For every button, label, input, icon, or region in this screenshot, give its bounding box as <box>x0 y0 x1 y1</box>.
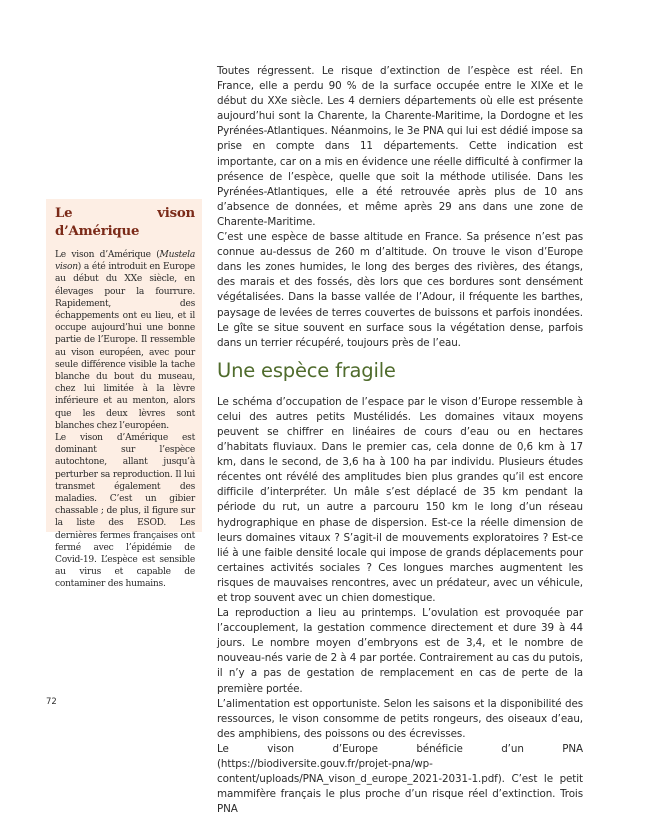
main-paragraph-3: Le schéma d’occupation de l’espace par le vison d’Europe ressemble à celui des autres petits Mustélidés. Les domaines vitaux moyens peuvent se chiffrer en linéaires de cours d’eau ou en hectares d’habitats fluviaux. Dans le premier cas, cela donne de 0,6 km à 17 km, dans le second, de 3,6 ha à 100 ha par individu. Plusieurs études récentes ont révélé des amplitudes bien plus grandes qu’il est encore difficile d’interpréter. Un mâle s’est déplacé de 35 km pendant la période du rut, un autre a parcouru 150 km le long d’un réseau hydrographique en phase de dispersion. Est-ce la réelle dimension de leurs domaines vitaux ? S’agit-il de mouvements exploratoires ? Est-ce lié à une faible densité locale qui impose de grands déplacements pour certaines activités sociales ? Ces longues marches augmentent les risques de mauvaises rencontres, avec un prédateur, avec un véhicule, et trop souvent avec un chien domestique. <box>217 395 583 604</box>
sidebar-p1-end: ) a été introduit en Europe au début du XXe siècle, en élevages pour la fourrure. Rapidement, des échappements ont eu lieu, et il occupe aujourd’hui une bonne partie de l’Europe. Il ressemble au vison européen, avec pour seule différence visible la tache blanche du bout du museau, chez lui limitée à la lèvre inférieure et au menton, alors que les deux lèvres sont blanches chez l’européen. <box>55 262 195 431</box>
main-text-column <box>217 64 583 817</box>
main-paragraph-2: C’est une espèce de basse altitude en France. Sa présence n’est pas connue au-dessus de 260 m d’altitude. On trouve le vison d’Europe dans les zones humides, le long des berges des rivières, des étangs, des marais et des fossés, dès lors que ces bordures sont densément végétalisées. Dans la basse vallée de l’Adour, il fréquente les barthes, paysage de levées de terres couvertes de buissons et parfois inondées. Le gîte se situe souvent en surface sous la végétation dense, parfois dans un terrier récupéré, toujours près de l’eau. <box>217 231 583 349</box>
sidebar-paragraph-1 <box>55 249 195 432</box>
sidebar-p1-scientific-name: Mustela vison <box>55 250 195 273</box>
sidebar-p1-start: Le vison d’Amérique ( <box>55 250 160 260</box>
sidebar-box-american-mink <box>46 199 202 590</box>
main-paragraph-1: Toutes régressent. Le risque d’extinction de l’espèce est réel. En France, elle a perdu 90 % de la surface occupée entre le XIXe et le début du XXe siècle. Les 4 derniers départements où elle est présente aujourd’hui sont la Charente, la Charente-Maritime, la Dordogne et les Pyrénées-Atlantiques. Néanmoins, le 3e PNA qui lui est dédié impose sa prise en compte dans 11 départements. Cette indication est importante, car on a mis en évidence une réelle difficulté à confirmer la présence de l’espèce, quelle que soit la méthode utilisée. Dans les Pyrénées-Atlantiques, elle a été retrouvée après plus de 10 ans d’absence de données, et même après 29 ans dans une zone de Charente-Maritime. <box>217 65 583 228</box>
page-number: 72 <box>46 697 57 707</box>
main-paragraph-5: L’alimentation est opportuniste. Selon les saisons et la disponibilité des ressources, le vison consomme de petits rongeurs, des oiseaux d’eau, des amphibiens, des poissons ou des écrevisses. <box>217 697 583 740</box>
sidebar-paragraph-2: Le vison d’Amérique est dominant sur l’espèce autochtone, allant jusqu’à perturber sa reproduction. Il lui transmet également des maladies. C’est un gibier chassable ; de plus, il figure sur la liste des ESOD. Les dernières fermes françaises ont fermé avec l’épidémie de Covid-19. L’espèce est sensible au virus et capable de contaminer des humains. <box>55 433 195 590</box>
main-paragraph-6: Le vison d’Europe bénéficie d’un PNA (https://biodiversite.gouv.fr/projet-pna/wp-content/uploads/PNA_vison_d_europe_2021-2031-1.pdf). C’est le petit mammifère français le plus proche d’un risque réel d’extinction. Trois PNA <box>217 742 583 816</box>
main-paragraph-4: La reproduction a lieu au printemps. L’ovulation est provoquée par l’accouplement, la gestation commence directement et dure 39 à 44 jours. Le nombre moyen d’embryons est de 3,4, et le nombre de nouveau-nés varie de 2 à 4 par portée. Contrairement au cas du putois, il n’y a pas de gestation de remplacement en cas de perte de la première portée. <box>217 607 583 695</box>
section-heading: Une espèce fragile <box>217 358 396 382</box>
sidebar-title: Le vison d’Amérique <box>55 206 195 239</box>
